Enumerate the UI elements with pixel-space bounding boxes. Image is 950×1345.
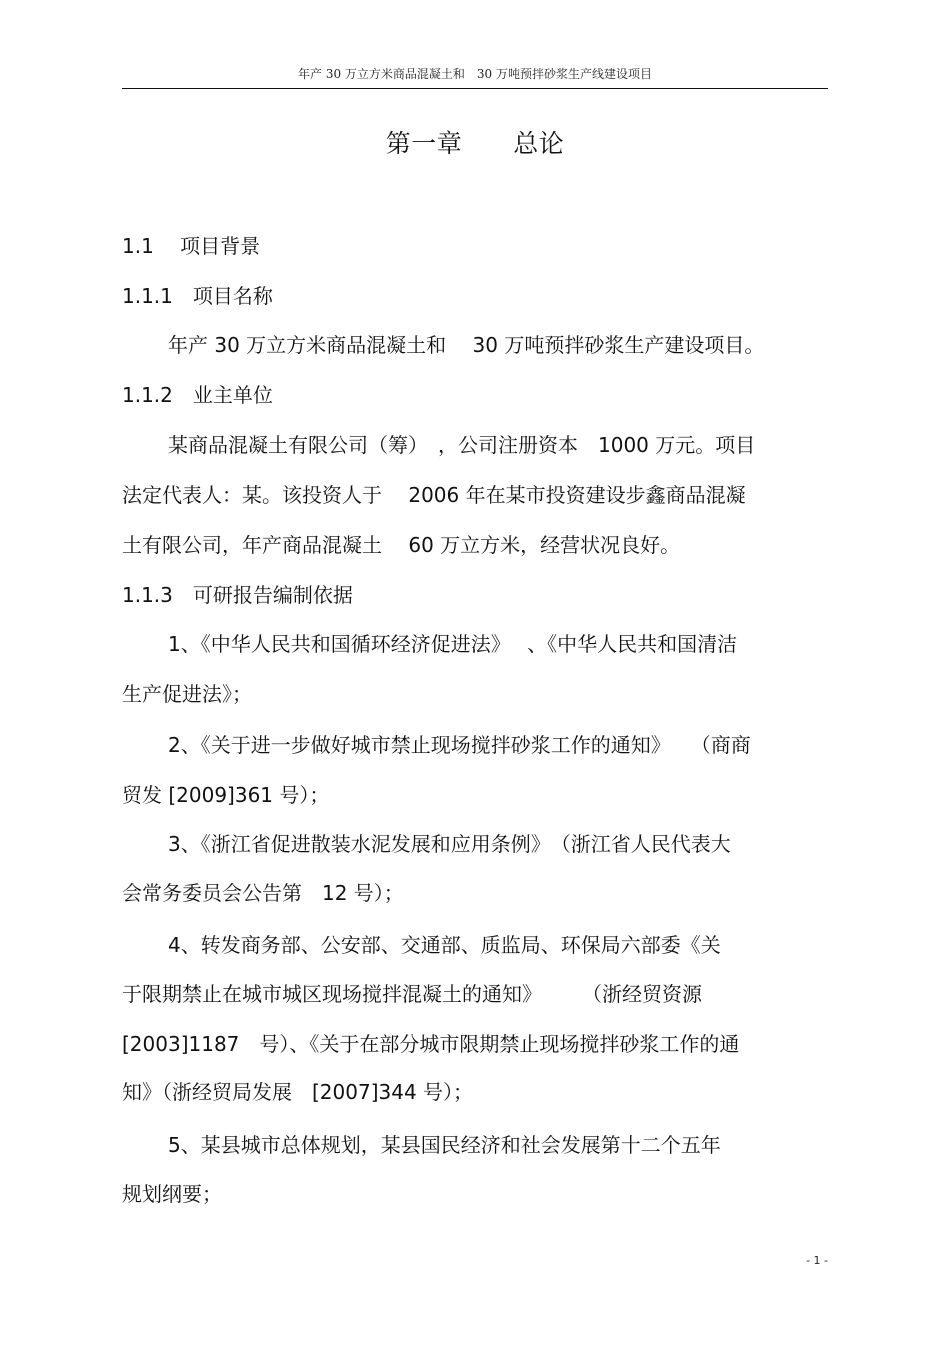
paragraph-line: 某商品混凝土有限公司（筹） ，公司注册资本 1000 万元。项目 [168, 433, 756, 457]
list-item-line: 1、《中华人民共和国循环经济促进法》 、《中华人民共和国清洁 [168, 632, 738, 656]
section-heading-1-1-1: 1.1.1 项目名称 [122, 284, 273, 308]
list-item-line: 规划纲要； [122, 1182, 222, 1206]
list-item-line: 会常务委员会公告第 12 号）； [122, 881, 404, 905]
list-item-line: 生产促进法》； [122, 682, 252, 706]
list-item-line: 于限期禁止在城市城区现场搅拌混凝土的通知》 （浙经贸资源 [122, 982, 702, 1006]
chapter-title: 第一章 总论 [385, 129, 565, 158]
section-heading-1-1: 1.1 项目背景 [122, 234, 261, 258]
list-item-line: 4、转发商务部、公安部、交通部、质监局、环保局六部委《关 [168, 933, 721, 957]
list-item-line: 3、《浙江省促进散装水泥发展和应用条例》 （浙江省人民代表大 [168, 832, 731, 856]
paragraph-line: 法定代表人：某。该投资人于 2006 年在某市投资建设步鑫商品混凝 [122, 483, 746, 507]
list-item-line: 知》（浙经贸局发展 [2007]344 号）； [122, 1080, 474, 1104]
list-item-line: [2003]1187 号）、《关于在部分城市限期禁止现场搅拌砂浆工作的通 [122, 1032, 740, 1056]
list-item-line: 5、某县城市总体规划，某县国民经济和社会发展第十二个五年 [168, 1133, 721, 1157]
paragraph-line: 土有限公司，年产商品混凝土 60 万立方米，经营状况良好。 [122, 533, 681, 557]
paragraph-line: 年产 30 万立方米商品混凝土和 30 万吨预拌砂浆生产建设项目。 [168, 333, 765, 357]
list-item-line: 贸发 [2009]361 号）； [122, 783, 330, 807]
section-heading-1-1-3: 1.1.3 可研报告编制依据 [122, 583, 353, 607]
page-number: - 1 - [806, 1254, 828, 1267]
running-header: 年产 30 万立方米商品混凝土和 30 万吨预拌砂浆生产线建设项目 [298, 67, 652, 81]
header-rule [122, 88, 828, 89]
list-item-line: 2、《关于进一步做好城市禁止现场搅拌砂浆工作的通知》 （商商 [168, 733, 751, 757]
section-heading-1-1-2: 1.1.2 业主单位 [122, 383, 273, 407]
